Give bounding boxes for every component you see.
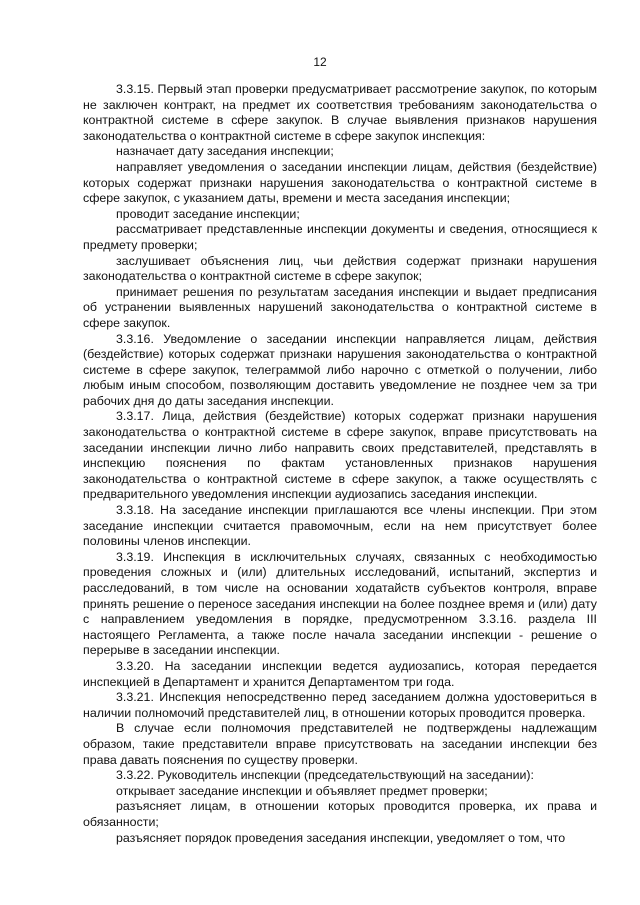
list-item: разъясняет лицам, в отношении которых проводится проверка, их права и обязанности; xyxy=(83,799,597,829)
list-item: назначает дату заседания инспекции; xyxy=(116,144,334,159)
paragraph-3-3-20: 3.3.20. На заседании инспекции ведется аудиозапись, которая передается инспекцией в Департамент и хранится Департаментом три года. xyxy=(83,658,597,689)
document-body xyxy=(83,82,597,846)
list-item: принимает решения по результатам заседания инспекции и выдает предписания об устранении выявленных нарушений законодательства о контрактной системе в сфере закупок. xyxy=(83,284,597,330)
paragraph-3-3-15: 3.3.15. Первый этап проверки предусматривает рассмотрение закупок, по которым не заключен контракт, на предмет их соответствия требованиям законодательства о контрактной системе в сфере закупок. В случае выявления признаков нарушения законодательства о контрактной системе в сфере закупок инспекция: xyxy=(83,82,597,143)
paragraph-3-3-16: 3.3.16. Уведомление о заседании инспекции направляется лицам, действия (бездействие) которых содержат признаки нарушения законодательства о контрактной системе в сфере закупок, телеграммой либо нарочно с отметкой о получении, либо любым иным способом, позволяющим доставить уведомление не позднее чем за три рабочих дня до даты заседания инспекции. xyxy=(83,331,597,408)
paragraph: В случае если полномочия представителей не подтверждены надлежащим образом, такие представители вправе присутствовать на заседании инспекции без права давать пояснения по существу проверки. xyxy=(83,721,597,767)
paragraph-3-3-21: 3.3.21. Инспекция непосредственно перед заседанием должна удостовериться в наличии полномочий представителей лиц, в отношении которых проводится проверка. xyxy=(83,690,597,720)
list-item: направляет уведомления о заседании инспекции лицам, действия (бездействие) которых содержат признаки нарушения законодательства о контрактной системе в сфере закупок, с указанием даты, времени и места заседания инспекции; xyxy=(83,159,597,206)
list-item: рассматривает представленные инспекции документы и сведения, относящиеся к предмету проверки; xyxy=(83,222,597,252)
paragraph-3-3-18: 3.3.18. На заседание инспекции приглашаются все члены инспекции. При этом заседание инспекции считается правомочным, если на нем присутствует более половины членов инспекции. xyxy=(83,503,597,549)
paragraph-3-3-17: 3.3.17. Лица, действия (бездействие) которых содержат признаки нарушения законодательства о контрактной системе в сфере закупок, вправе присутствовать на заседании инспекции лично либо направить своих представителей, представлять в инспекцию пояснения по фактам установленных признаков нарушения законодательства о контрактной системе в сфере закупок, а также осуществлять с предварительного уведомления инспекции аудиозапись заседания инспекции. xyxy=(83,409,597,502)
paragraph-3-3-22: 3.3.22. Руководитель инспекции (председательствующий на заседании): xyxy=(116,768,534,783)
list-item: разъясняет порядок проведения заседания инспекции, уведомляет о том, что xyxy=(116,830,566,845)
list-item: открывает заседание инспекции и объявляет предмет проверки; xyxy=(116,783,488,798)
page-number: 12 xyxy=(313,55,327,69)
list-item: заслушивает объяснения лиц, чьи действия содержат признаки нарушения законодательства о контрактной системе в сфере закупок; xyxy=(83,253,597,284)
paragraph-3-3-19: 3.3.19. Инспекция в исключительных случаях, связанных с необходимостью проведения сложных и (или) длительных исследований, испытаний, экспертиз и расследований, в том числе на основании ходатайств субъектов контроля, вправе принять решение о переносе заседания инспекции на более позднее время и (или) дату с направлением уведомления в порядке, предусмотренном 3.3.16. раздела III настоящего Регламента, а также после начала заседании инспекции - решение о перерыве в заседании инспекции. xyxy=(83,549,597,658)
list-item: проводит заседание инспекции; xyxy=(116,206,300,221)
